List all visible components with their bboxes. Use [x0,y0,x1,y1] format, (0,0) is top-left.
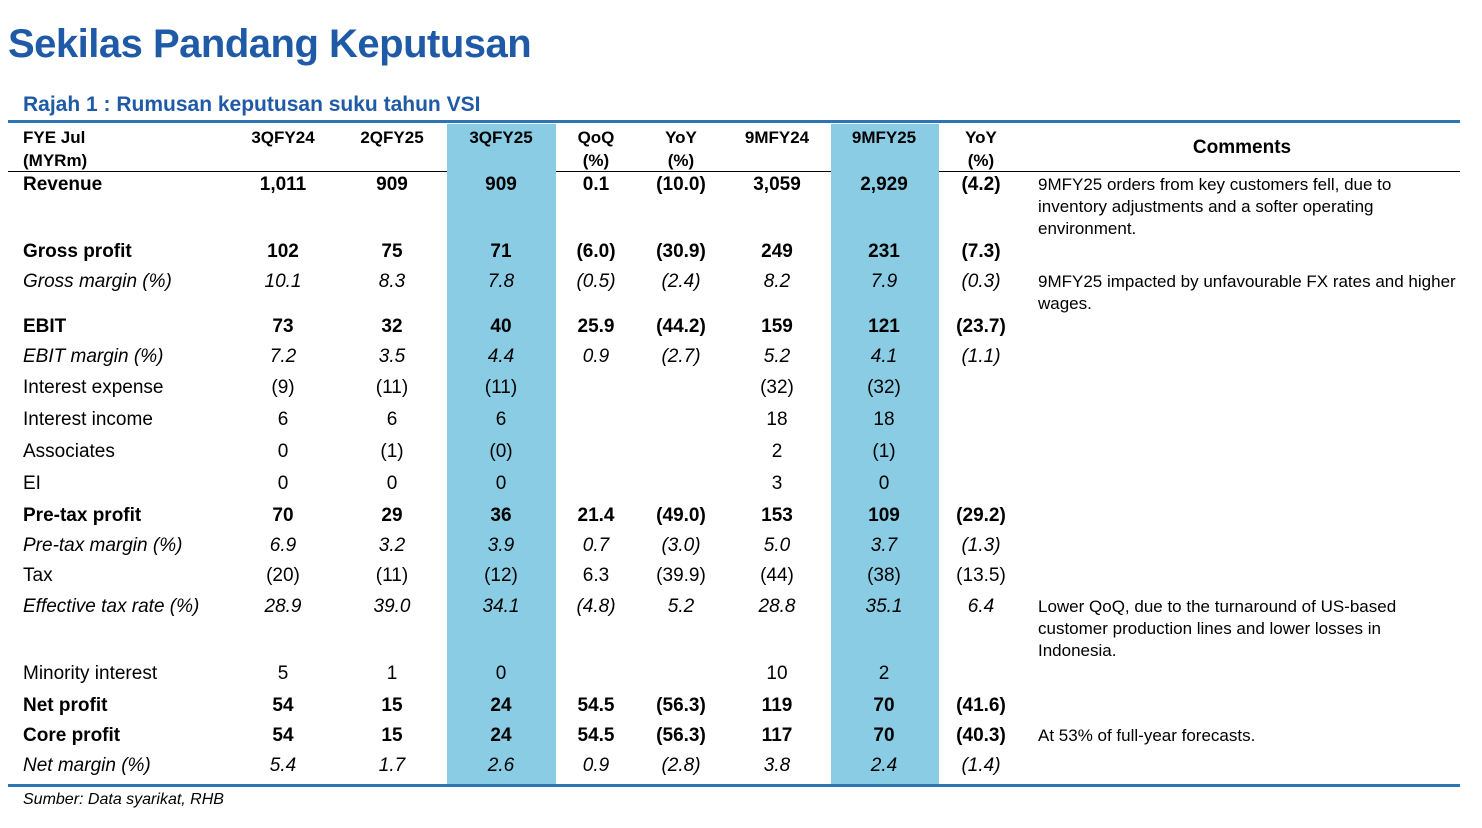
table-cell: 32 [381,316,403,337]
table-cell: 75 [381,241,403,262]
table-cell: 10 [766,663,788,684]
column-header: 9MFY24 [744,128,810,147]
table-cell: 5.2 [667,596,695,617]
table-cell: (44.2) [656,316,706,337]
table-cell: 2,929 [860,174,908,195]
table-cell: (44) [760,565,794,586]
table-cell: 54 [272,695,294,716]
row-label: Interest income [23,409,153,430]
header-rule [8,171,447,172]
row-label: Interest expense [23,377,164,398]
table-cell: (13.5) [956,565,1006,586]
table-cell: 249 [761,241,793,262]
table-cell: 2 [771,441,783,462]
column-header: 3QFY25 [469,128,533,147]
table-cell: 5 [277,663,289,684]
column-header: YoY (%) [965,128,997,170]
table-cell: (11) [375,565,409,586]
table-cell: 117 [761,725,793,746]
table-cell: 6.3 [582,565,610,586]
table-cell: (6.0) [576,241,616,262]
table-cell: 18 [766,409,788,430]
table-cell: 54.5 [577,725,615,746]
row-label: Gross profit [23,241,132,262]
table-cell: 73 [272,316,294,337]
table-cell: 24 [490,725,512,746]
table-cell: 7.2 [269,346,297,367]
table-cell: 15 [381,725,403,746]
row-label: Associates [23,441,115,462]
table-cell: (0.5) [576,271,616,292]
table-cell: 36 [490,505,512,526]
table-cell: 4.4 [487,346,515,367]
table-cell: (2.8) [661,755,701,776]
table-cell: 3.2 [378,535,406,556]
table-top-rule [8,120,1460,123]
table-cell: 0.7 [582,535,610,556]
table-cell: 4.1 [870,346,898,367]
table-cell: 1,011 [259,174,307,195]
row-label: EI [23,473,41,494]
row-label: Pre-tax profit [23,505,142,526]
column-header: 9MFY25 [851,128,917,147]
row-label: EBIT margin (%) [23,346,164,367]
table-cell: 8.3 [378,271,406,292]
table-cell: (49.0) [656,505,706,526]
table-cell: (38) [867,565,901,586]
table-cell: (20) [266,565,300,586]
table-cell: (0.3) [961,271,1001,292]
page-title: Sekilas Pandang Keputusan [8,22,532,66]
table-cell: 0 [495,663,507,684]
table-cell: 153 [761,505,793,526]
table-cell: 3.7 [870,535,898,556]
row-label: Net margin (%) [23,755,151,776]
row-label: Tax [23,565,53,586]
table-cell: (30.9) [656,241,706,262]
table-cell: (56.3) [656,725,706,746]
row-label: Gross margin (%) [23,271,172,292]
table-cell: 24 [490,695,512,716]
table-cell: 909 [376,174,408,195]
column-header: YoY (%) [665,128,697,170]
table-cell: 34.1 [482,596,520,617]
table-cell: 121 [868,316,900,337]
table-cell: (0) [489,441,513,462]
table-cell: 1 [386,663,398,684]
table-cell: 231 [868,241,900,262]
table-cell: 29 [381,505,403,526]
comments-header: Comments [1192,137,1292,158]
row-label: Revenue [23,174,103,195]
table-cell: 15 [381,695,403,716]
table-cell: 109 [868,505,900,526]
table-cell: 10.1 [264,271,302,292]
table-cell: (11) [375,377,409,398]
table-cell: 119 [761,695,793,716]
table-cell: (7.3) [961,241,1001,262]
table-cell: 35.1 [865,596,903,617]
table-cell: 3.8 [763,755,791,776]
table-cell: 21.4 [577,505,615,526]
table-cell: 0.9 [582,346,610,367]
table-cell: 28.9 [264,596,302,617]
row-label: Minority interest [23,663,158,684]
table-cell: 0 [277,473,289,494]
table-cell: (56.3) [656,695,706,716]
table-cell: (9) [271,377,295,398]
table-cell: 0 [386,473,398,494]
table-cell: 6.9 [269,535,297,556]
row-label: Effective tax rate (%) [23,596,200,617]
table-cell: 2.6 [487,755,515,776]
column-header: 3QFY24 [251,128,315,147]
table-cell: (23.7) [956,316,1006,337]
source-note: Sumber: Data syarikat, RHB [23,791,224,808]
table-cell: (3.0) [661,535,701,556]
column-header: QoQ (%) [577,128,615,170]
table-cell: 0 [878,473,890,494]
table-cell: 102 [267,241,299,262]
table-cell: (1.4) [961,755,1001,776]
row-comment: Lower QoQ, due to the turnaround of US-based customer production lines and lower losses in Indonesia. [1038,597,1397,660]
table-cell: 71 [490,241,512,262]
row-comment: 9MFY25 orders from key customers fell, due to inventory adjustments and a softer operating environment. [1038,175,1392,238]
table-cell: 2.4 [870,755,898,776]
table-cell: (2.4) [661,271,701,292]
table-cell: (32) [760,377,794,398]
table-cell: (1) [380,441,404,462]
table-cell: (4.2) [961,174,1001,195]
table-cell: 0.9 [582,755,610,776]
row-label: Core profit [23,725,121,746]
table-cell: 5.2 [763,346,791,367]
table-cell: 1.7 [378,755,406,776]
row-label: EBIT [23,316,67,337]
column-header: 2QFY25 [360,128,424,147]
figure-title: Rajah 1 : Rumusan keputusan suku tahun VSI [23,93,481,116]
table-cell: 28.8 [758,596,796,617]
table-cell: 70 [873,725,895,746]
header-rule [556,171,831,172]
table-cell: 39.0 [373,596,411,617]
table-cell: 54.5 [577,695,615,716]
row-label: Pre-tax margin (%) [23,535,183,556]
table-bottom-rule [8,784,1460,787]
row-label: Net profit [23,695,108,716]
table-cell: (1.1) [961,346,1001,367]
table-cell: (12) [484,565,518,586]
table-cell: 6 [386,409,398,430]
table-cell: (10.0) [656,174,706,195]
table-cell: 6.4 [967,596,995,617]
table-cell: 70 [272,505,294,526]
table-cell: (2.7) [661,346,701,367]
table-cell: (4.8) [576,596,616,617]
table-cell: 6 [277,409,289,430]
table-cell: 8.2 [763,271,791,292]
table-cell: 18 [873,409,895,430]
table-cell: 25.9 [577,316,615,337]
table-cell: 3.5 [378,346,406,367]
table-cell: 6 [495,409,507,430]
table-cell: 0 [277,441,289,462]
table-cell: (39.9) [656,565,706,586]
row-comment: At 53% of full-year forecasts. [1038,726,1256,745]
table-cell: (1.3) [961,535,1001,556]
table-cell: (41.6) [956,695,1006,716]
row-comment: 9MFY25 impacted by unfavourable FX rates and higher wages. [1038,272,1456,313]
table-cell: 54 [272,725,294,746]
table-cell: 909 [485,174,517,195]
table-cell: 3,059 [753,174,801,195]
table-cell: (1) [872,441,896,462]
table-cell: (40.3) [956,725,1006,746]
table-cell: 159 [761,316,793,337]
table-cell: 5.0 [763,535,791,556]
table-cell: 7.8 [487,271,515,292]
table-cell: (29.2) [956,505,1006,526]
table-cell: 5.4 [269,755,297,776]
table-cell: 3.9 [487,535,515,556]
table-cell: 0 [495,473,507,494]
table-cell: 40 [490,316,512,337]
table-cell: 70 [873,695,895,716]
table-cell: 7.9 [870,271,898,292]
table-cell: 0.1 [582,174,610,195]
table-cell: (32) [867,377,901,398]
table-cell: 2 [878,663,890,684]
table-cell: (11) [484,377,518,398]
table-cell: 3 [771,473,783,494]
header-rule [939,171,1460,172]
header-label: FYE Jul (MYRm) [23,128,88,170]
